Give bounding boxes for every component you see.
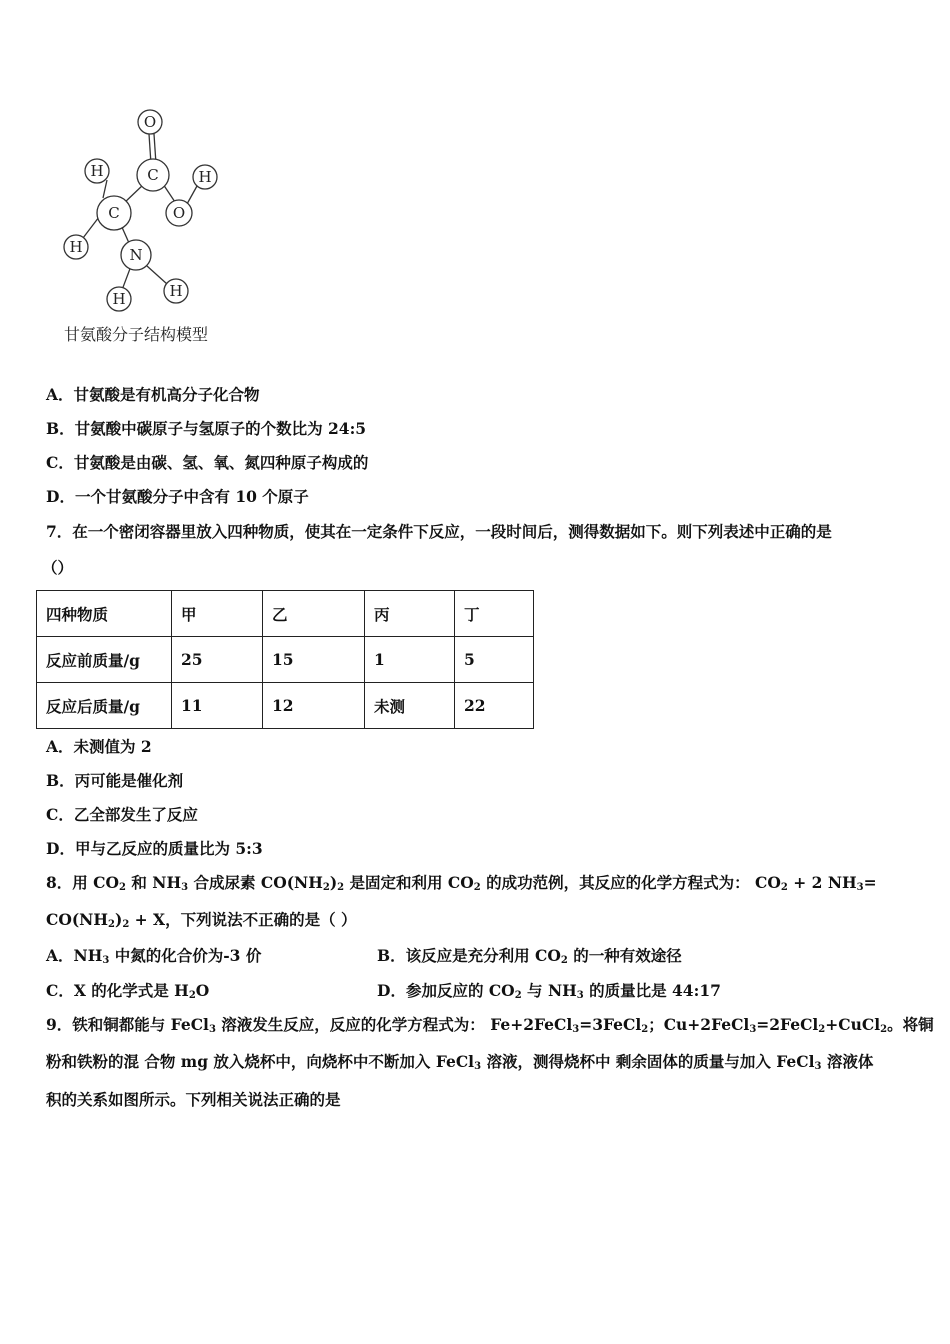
- table-cell: 11: [172, 683, 263, 729]
- q9-stem-line1: 9．铁和铜都能与 FeCl$_3$ 溶液发生反应，反应的化学方程式为： Fe+2FeCl$_3$=3FeCl$_2$；Cu+2FeCl$_3$=2FeCl$_2$+CuCl$_2$。将铜: [46, 1015, 934, 1035]
- q6-option-b: B．甘氨酸中碳原子与氢原子的个数比为 24:5: [46, 419, 367, 438]
- table-cell: 25: [172, 637, 263, 683]
- table-cell: 1: [365, 637, 455, 683]
- table-header-cell: 四种物质: [37, 591, 172, 637]
- atom-label: H: [198, 168, 212, 186]
- q8-stem-line2: $CO(NH_2)_2 + X$，下列说法不正确的是（ ）: [46, 910, 357, 930]
- q6-option-d: D．一个甘氨酸分子中含有 10 个原子: [46, 487, 309, 506]
- atom-label: O: [172, 204, 186, 222]
- q8-option-b: B．该反应是充分利用 $CO_2$ 的一种有效途径: [377, 946, 682, 966]
- glycine-structure-figure: [55, 100, 255, 350]
- table-header-cell: 丁: [455, 591, 534, 637]
- q8-option-a: A．$NH_3$ 中氮的化合价为-3 价: [46, 946, 262, 966]
- figure-caption: 甘氨酸分子结构模型: [64, 325, 209, 344]
- q8-option-d: D．参加反应的 $CO_2$ 与 $NH_3$ 的质量比是 44:17: [377, 981, 721, 1001]
- table-cell: 5: [455, 637, 534, 683]
- q7-option-c: C．乙全部发生了反应: [46, 805, 198, 824]
- atom-label: H: [112, 290, 126, 308]
- q6-option-c: C．甘氨酸是由碳、氢、氧、氮四种原子构成的: [46, 453, 369, 472]
- table-row: [37, 637, 534, 683]
- table-cell: 12: [263, 683, 365, 729]
- q7-option-a: A．未测值为 2: [46, 737, 152, 756]
- table-row: [37, 683, 534, 729]
- q9-stem-line3: 积的关系如图所示。下列相关说法正确的是: [46, 1090, 341, 1109]
- q6-option-a: A．甘氨酸是有机高分子化合物: [46, 385, 260, 404]
- table-cell: 未测: [365, 683, 455, 729]
- q7-option-d: D．甲与乙反应的质量比为 5:3: [46, 839, 263, 858]
- table-cell: 15: [263, 637, 365, 683]
- table-header-cell: 乙: [263, 591, 365, 637]
- table-header-row: [37, 591, 534, 637]
- atom-label: H: [90, 162, 104, 180]
- q9-stem-line2: 粉和铁粉的混 合物 mg 放入烧杯中，向烧杯中不断加入 FeCl$_3$ 溶液，测得烧杯中 剩余固体的质量与加入 FeCl$_3$ 溶液体: [46, 1052, 874, 1072]
- q7-answer-paren: （）: [42, 558, 74, 577]
- atom-label: H: [169, 282, 183, 300]
- table-cell: 反应后质量/g: [37, 683, 172, 729]
- q8-stem-line1: 8．用 $CO_2$ 和 $NH_3$ 合成尿素 $CO(NH_2)_2$ 是固定和利用 $CO_2$ 的成功范例，其反应的化学方程式为： $CO_2 + 2$ $NH_3=$: [46, 873, 877, 893]
- q8-option-c: C．X 的化学式是 $H_2O$: [46, 981, 210, 1001]
- q7-stem: 7．在一个密闭容器里放入四种物质，使其在一定条件下反应，一段时间后，测得数据如下。则下列表述中正确的是: [46, 522, 832, 541]
- q7-option-b: B．丙可能是催化剂: [46, 771, 184, 790]
- atom-label: N: [129, 246, 143, 264]
- table-header-cell: 甲: [172, 591, 263, 637]
- atom-label: O: [143, 113, 157, 131]
- atom-label: C: [147, 166, 159, 184]
- table-header-cell: 丙: [365, 591, 455, 637]
- q7-data-table: [36, 590, 534, 729]
- table-cell: 22: [455, 683, 534, 729]
- atom-label: H: [69, 238, 83, 256]
- table-cell: 反应前质量/g: [37, 637, 172, 683]
- atom-label: C: [108, 204, 120, 222]
